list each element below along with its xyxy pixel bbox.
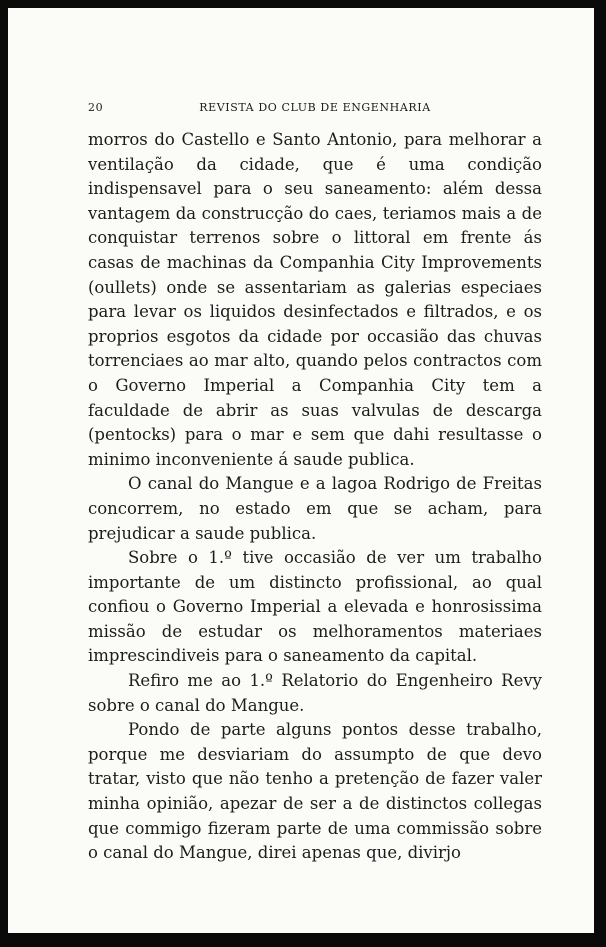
paragraph: Pondo de parte alguns pontos desse trabalho, porque me desviariam do assumpto de que devo tratar, visto que não tenho a pretenção de fazer valer minha opinião, apezar de ser a de distinctos collegas que commigo fizeram parte de uma commissão sobre o canal do Mangue, direi apenas que, divirjo bbox=[88, 720, 542, 863]
body-text bbox=[88, 128, 542, 866]
book-page bbox=[8, 8, 594, 933]
paragraph-continued: morros do Castello e Santo Antonio, para melhorar a ventilação da cidade, que é uma condição indispensavel para o seu saneamento: além dessa vantagem da construcção do caes, teriamos mais a de conquistar terrenos sobre o littoral em frente ás casas de machinas da Companhia City Improvements (oullets) onde se assentariam as galerias especiaes para levar os liquidos desinfectados e filtrados, e os proprios esgotos da cidade por occasião das chuvas torrenciaes ao mar alto, quando pelos contractos com o Governo Imperial a Companhia City tem a faculdade de abrir as suas valvulas de descarga (pentocks) para o mar e sem que dahi resultasse o minimo inconveniente á saude publica. bbox=[88, 130, 542, 469]
paragraph: Refiro me ao 1.º Relatorio do Engenheiro Revy sobre o canal do Mangue. bbox=[88, 671, 542, 715]
journal-title: REVISTA DO CLUB DE ENGENHARIA bbox=[199, 101, 431, 114]
paragraph: Sobre o 1.º tive occasião de ver um trabalho importante de um distincto profissional, ao qual confiou o Governo Imperial a elevada e honrosissima missão de estudar os melhoramentos materiaes imprescindiveis para o saneamento da capital. bbox=[88, 548, 542, 666]
paragraph: O canal do Mangue e a lagoa Rodrigo de Freitas concorrem, no estado em que se acham, para prejudicar a saude publica. bbox=[88, 474, 542, 543]
page-number: 20 bbox=[88, 101, 104, 114]
